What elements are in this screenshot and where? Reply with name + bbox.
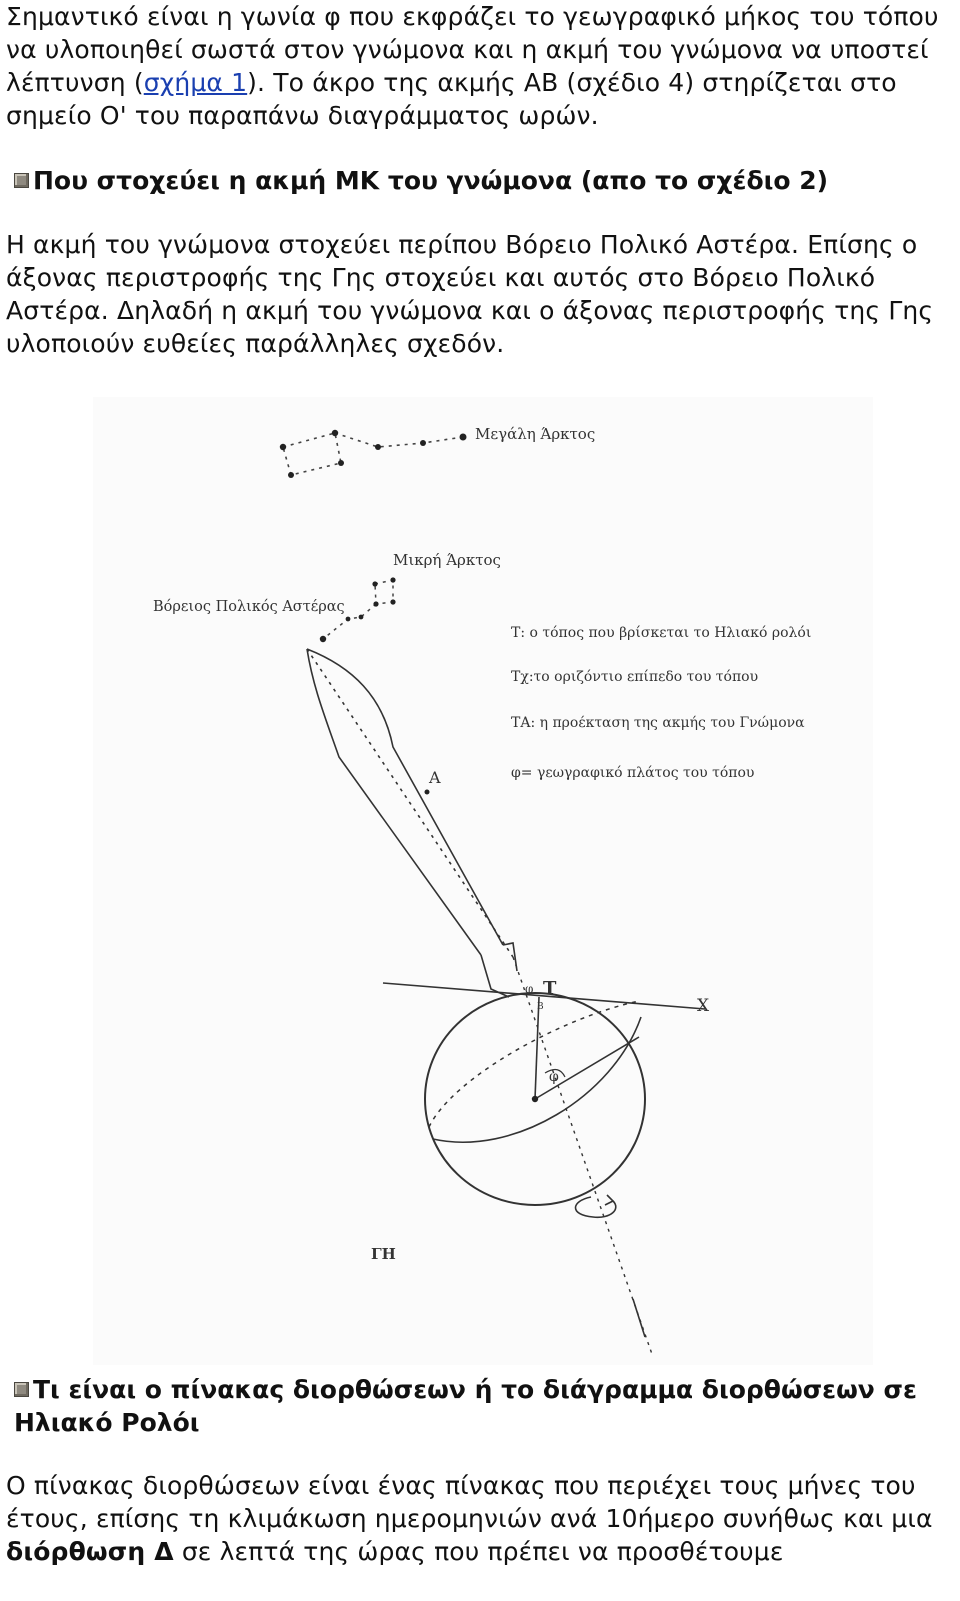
celestial-diagram-figure — [93, 397, 873, 1365]
point-a-dot — [425, 790, 430, 795]
heading-text: Τι είναι ο πίνακας διορθώσεων ή το διάγραμμα διορθώσεων σε Ηλιακό Ρολόι — [14, 1375, 917, 1437]
corrections-text-2: σε λεπτά της ώρας που πρέπει να προσθέτουμε — [173, 1537, 784, 1566]
corrections-answer — [6, 1469, 954, 1568]
corrections-text-1: Ο πίνακας διορθώσεων είναι ένας πίνακας που περιέχει τους μήνες του έτους, επίσης τη κλιμάκωση ημερομηνιών ανά 10ήμερο συνήθως και μια — [6, 1471, 933, 1533]
legend-tx: Τχ:το οριζόντιο επίπεδο του τόπου — [511, 669, 759, 685]
little-dipper-label: Μικρή Άρκτος — [393, 551, 501, 569]
point-b-label: Β — [537, 1002, 544, 1012]
celestial-diagram — [93, 397, 873, 1365]
point-t-label: Τ — [543, 978, 557, 999]
point-x-label: Χ — [697, 996, 710, 1016]
bullet-icon — [14, 173, 29, 188]
legend-t: Τ: ο τόπος που βρίσκεται το Ηλιακό ρολόι — [511, 625, 812, 641]
angle-phi-top-label: φ — [525, 982, 534, 996]
intro-text-1: Σημαντικό είναι η γωνία φ που εκφράζει το γεωγραφικό μήκος του τόπου να υλοποιηθεί σωστά στον γνώμονα και η ακμή του γνώμονα να υποστεί λέπτυνση ( — [6, 2, 939, 97]
point-a-label: Α — [429, 768, 441, 787]
correction-delta-term: διόρθωση Δ — [6, 1537, 174, 1566]
figure-1-link[interactable]: σχήμα 1 — [143, 68, 248, 97]
intro-text-2: ). Το άκρο της ακμής ΑΒ (σχέδιο 4) στηρίζεται στο σημείο Ο' του παραπάνω διαγράμματος ωρών. — [6, 68, 897, 130]
earth-label: ΓΗ — [371, 1245, 396, 1263]
big-dipper-constellation — [283, 433, 463, 475]
angle-phi-label: φ — [549, 1069, 559, 1085]
gnomon-blade — [307, 649, 517, 997]
legend-phi: φ= γεωγραφικό πλάτος του τόπου — [511, 765, 755, 781]
bullet-icon — [14, 1382, 29, 1397]
polaris-label: Βόρειος Πολικός Αστέρας — [153, 599, 345, 615]
gnomon-aim-answer: Η ακμή του γνώμονα στοχεύει περίπου Βόρειο Πολικό Αστέρα. Επίσης ο άξονας περιστροφής της Γης στοχεύει και αυτός στο Βόρειο Πολικό Αστέρα. Δηλαδή η ακμή του γνώμονα και ο άξονας περιστροφής της Γης υλοποιούν ευθείες παράλληλες σχεδόν. — [6, 230, 934, 358]
earth-center-dot — [532, 1096, 538, 1102]
legend-ta: ΤΑ: η προέκταση της ακμής του Γνώμονα — [511, 715, 805, 731]
heading-text: Που στοχεύει η ακμή ΜΚ του γνώμονα (απο το σχέδιο 2) — [33, 166, 829, 195]
section-heading-gnomon-aim — [14, 164, 954, 197]
section-heading-corrections — [14, 1373, 954, 1439]
earth-globe — [425, 957, 653, 1357]
big-dipper-label: Μεγάλη Άρκτος — [475, 425, 596, 443]
big-dipper-stars — [280, 430, 467, 478]
intro-paragraph — [6, 0, 954, 132]
